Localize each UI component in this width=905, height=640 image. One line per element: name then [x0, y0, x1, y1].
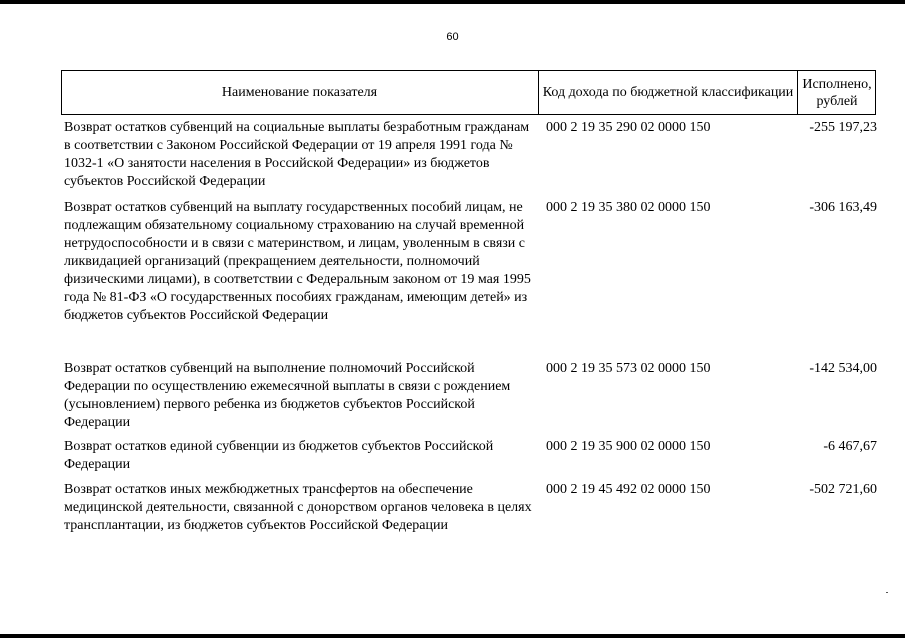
table-header [61, 70, 876, 115]
row-code: 000 2 19 35 573 02 0000 150 [546, 361, 711, 376]
row-code: 000 2 19 35 900 02 0000 150 [546, 439, 711, 454]
header-amount: Исполнено, рублей [797, 71, 876, 114]
row-code: 000 2 19 45 492 02 0000 150 [546, 482, 711, 497]
scan-speck [886, 592, 888, 593]
row-amount: -255 197,23 [809, 120, 877, 135]
row-name: Возврат остатков субвенций на социальные выплаты безработным гражданам в соответствии с Законом Российской Федерации от 19 апреля 1991 года № 1032-1 «О занятости населения в Российской Федерации» из бюджетов субъектов Российской Федерации [64, 120, 530, 189]
row-code: 000 2 19 35 290 02 0000 150 [546, 120, 711, 135]
row-amount: -6 467,67 [823, 439, 877, 454]
row-code: 000 2 19 35 380 02 0000 150 [546, 200, 711, 215]
row-amount: -502 721,60 [809, 482, 877, 497]
row-amount: -306 163,49 [809, 200, 877, 215]
row-name: Возврат остатков иных межбюджетных трансфертов на обеспечение медицинской деятельности, связанной с донорством органов человека в целях трансплантации, из бюджетов субъектов Российской Федерации [64, 482, 532, 533]
row-name: Возврат остатков единой субвенции из бюджетов субъектов Российской Федерации [64, 439, 494, 472]
header-code: Код дохода по бюджетной классификации [538, 71, 797, 114]
bottom-border-rule [0, 634, 905, 638]
page-number: 60 [446, 31, 459, 43]
row-amount: -142 534,00 [809, 361, 877, 376]
row-name: Возврат остатков субвенций на выплату государственных пособий лицам, не подлежащим обязательному социальному страхованию на случай временной нетрудоспособности и в связи с материнством, и лицам, уволенным в связи с ликвидацией организаций (прекращением деятельности, полномочий физическими лицами), в соответствии с Федеральным законом от 19 мая 1995 года № 81-ФЗ «О государственных пособиях гражданам, имеющим детей» из бюджетов субъектов Российской Федерации [64, 200, 531, 323]
row-name: Возврат остатков субвенций на выполнение полномочий Российской Федерации по осуществлению ежемесячной выплаты в связи с рождением (усыновлением) первого ребенка из бюджетов субъектов Российской Федерации [64, 361, 511, 430]
header-name: Наименование показателя [221, 85, 378, 100]
top-border-rule [0, 0, 905, 4]
